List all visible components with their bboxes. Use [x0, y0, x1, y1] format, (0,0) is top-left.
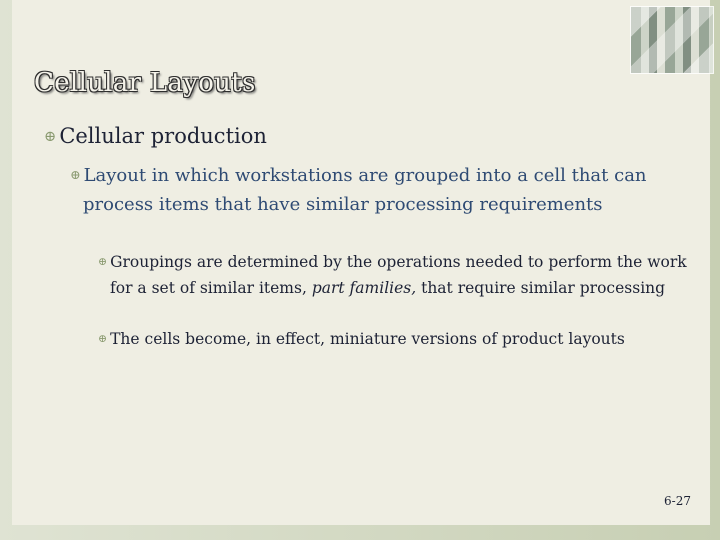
bullet-text: that require similar processing: [416, 279, 666, 297]
bullet-icon: ⊕: [98, 255, 108, 268]
bullet-text: The cells become, in effect, miniature versions of product layouts: [110, 330, 625, 348]
bullet-text: Layout in which workstations are grouped into a cell that can process items that have similar processing requirements: [83, 165, 647, 215]
bullet-level2: [70, 160, 653, 219]
bullet-icon: ⊕: [70, 167, 81, 182]
bullet-level3: [98, 326, 690, 352]
bullet-level3: [98, 249, 690, 301]
bullet-text: Cellular production: [59, 124, 267, 148]
photo-thumbnail: [630, 6, 714, 74]
slide-title: Cellular Layouts: [34, 68, 256, 98]
bullet-icon: ⊕: [98, 332, 108, 345]
emphasis-text: part families,: [311, 279, 417, 297]
page-number: 6-27: [664, 494, 691, 508]
bullet-text: Groupings are determined by the operations needed to perform the work for a set of similar items,: [110, 253, 687, 297]
bullet-icon: ⊕: [44, 128, 57, 145]
bullet-level1: [44, 124, 664, 148]
